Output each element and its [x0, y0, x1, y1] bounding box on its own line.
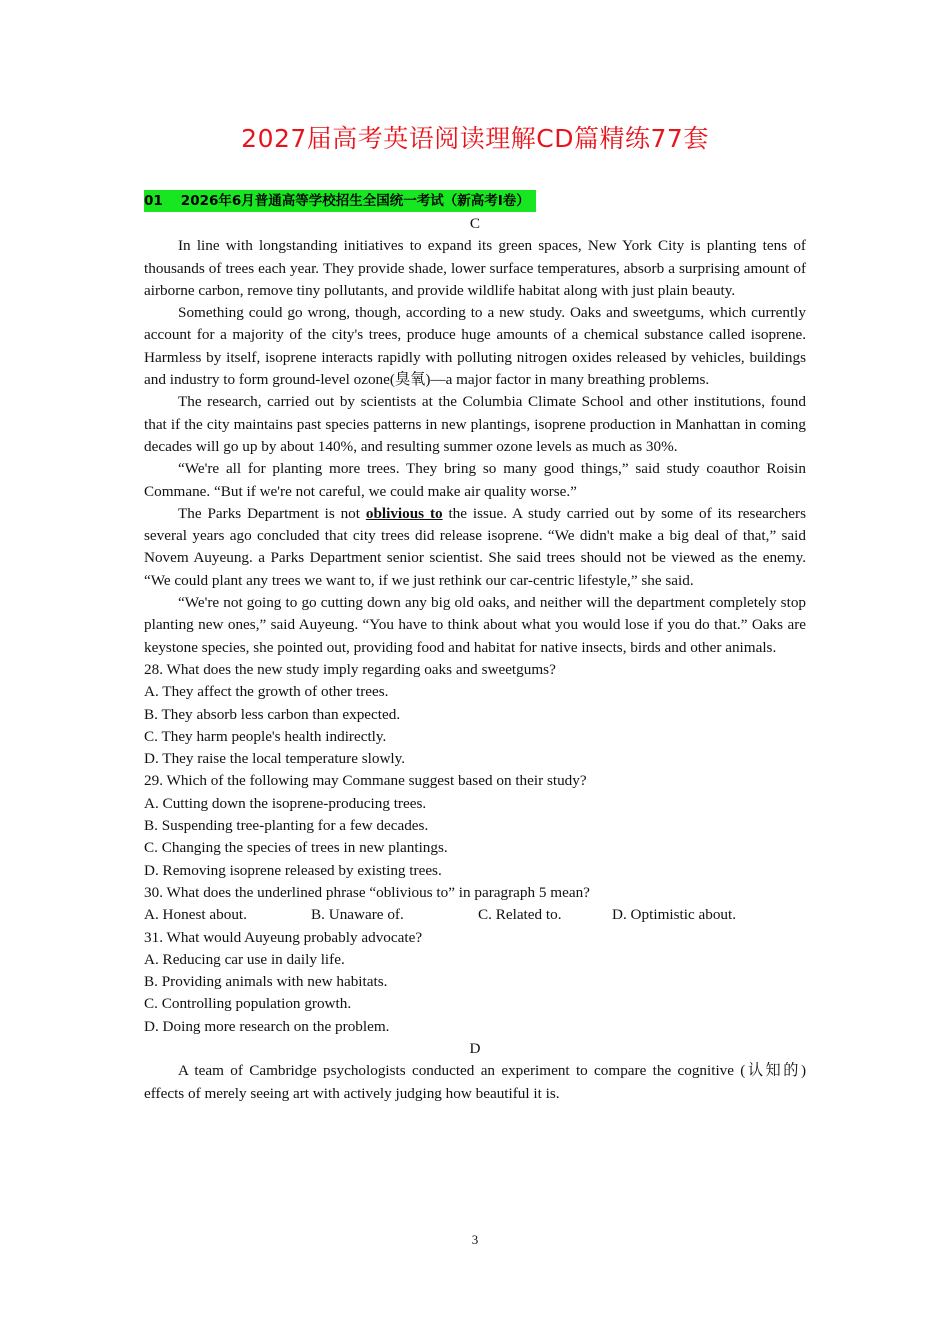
paragraph: [144, 503, 806, 592]
passage-d-letter: D: [469, 1039, 481, 1057]
question-29: 29. Which of the following may Commane suggest based on their study?: [144, 772, 587, 790]
page-title: 2027届高考英语阅读理解CD篇精练77套: [241, 124, 709, 153]
paragraph: “We're all for planting more trees. They bring so many good things,” said study coauthor Roisin Commane. “But if we're not careful, we could make air quality worse.”: [144, 460, 806, 500]
options-row: [144, 904, 806, 926]
question-28: 28. What does the new study imply regarding oaks and sweetgums?: [144, 660, 556, 678]
option: D. They raise the local temperature slowly.: [144, 750, 406, 768]
option: D. Optimistic about.: [612, 906, 737, 924]
underlined-phrase: oblivious to: [365, 504, 443, 522]
option: B. They absorb less carbon than expected.: [144, 705, 401, 723]
option: D. Removing isoprene released by existing trees.: [144, 861, 442, 879]
passage-c-letter: C: [469, 215, 481, 232]
option: C. Related to.: [478, 906, 562, 924]
option: C. Changing the species of trees in new plantings.: [144, 839, 448, 857]
paragraph: A team of Cambridge psychologists conducted an experiment to compare the cognitive (认知的) effects of merely seeing art with actively judging how beautiful it is.: [144, 1062, 806, 1102]
option: A. Reducing car use in daily life.: [144, 950, 345, 968]
paragraph: In line with longstanding initiatives to expand its green spaces, New York City is planting tens of thousands of trees each year. They provide shade, lower surface temperatures, absorb a surprising amount of airborne carbon, remove tiny pollutants, and provide wildlife habitat along with just plain beauty.: [144, 237, 806, 299]
option: C. They harm people's health indirectly.: [144, 727, 387, 745]
question-30: 30. What does the underlined phrase “oblivious to” in paragraph 5 mean?: [144, 883, 590, 901]
section-number: 01: [144, 193, 163, 209]
option: B. Providing animals with new habitats.: [144, 973, 388, 991]
paragraph: Something could go wrong, though, according to a new study. Oaks and sweetgums, which currently account for a majority of the city's trees, produce huge amounts of a chemical substance called isoprene. Harmless by itself, isoprene interacts rapidly with polluting nitrogen oxides released by vehicles, buildings and industry to form ground-level ozone(臭氧)—a major factor in many breathing problems.: [144, 304, 806, 389]
option: D. Doing more research on the problem.: [144, 1017, 390, 1035]
paragraph-text: the issue. A study carried out by some of its researchers several years ago concluded that city trees did release isoprene. “We didn't make a big deal of that,” said Novem Auyeung. a Parks Department senior scientist. She said trees should not be viewed as the enemy. “We could plant any trees we want to, if we just rethink our car-centric lifestyle,” she said.: [144, 504, 806, 589]
option: A. They affect the growth of other trees.: [144, 683, 389, 701]
option: A. Honest about.: [144, 906, 247, 924]
paragraph: The research, carried out by scientists at the Columbia Climate School and other institutions, found that if the city maintains past species patterns in new plantings, isoprene production in Manhattan in coming decades will go up by about 140%, and resulting summer ozone levels as much as 30%.: [144, 393, 806, 455]
paragraph: “We're not going to go cutting down any big old oaks, and neither will the department completely stop planting new ones,” said Auyeung. “You have to think about what you would lose if you do that.” Oaks are keystone species, she pointed out, providing food and habitat for native insects, birds and other animals.: [144, 594, 806, 656]
option: C. Controlling population growth.: [144, 995, 352, 1013]
option: A. Cutting down the isoprene-producing trees.: [144, 794, 427, 812]
section-label: 2026年6月普通高等学校招生全国统一考试（新高考I卷）: [180, 193, 530, 209]
option: B. Suspending tree-planting for a few decades.: [144, 817, 429, 835]
paragraph-text: The Parks Department is not: [178, 504, 366, 522]
option: B. Unaware of.: [311, 906, 404, 924]
page-number: 3: [471, 1232, 479, 1247]
document-body: [144, 190, 806, 1105]
section-header: [144, 190, 536, 212]
question-31: 31. What would Auyeung probably advocate?: [144, 928, 423, 946]
